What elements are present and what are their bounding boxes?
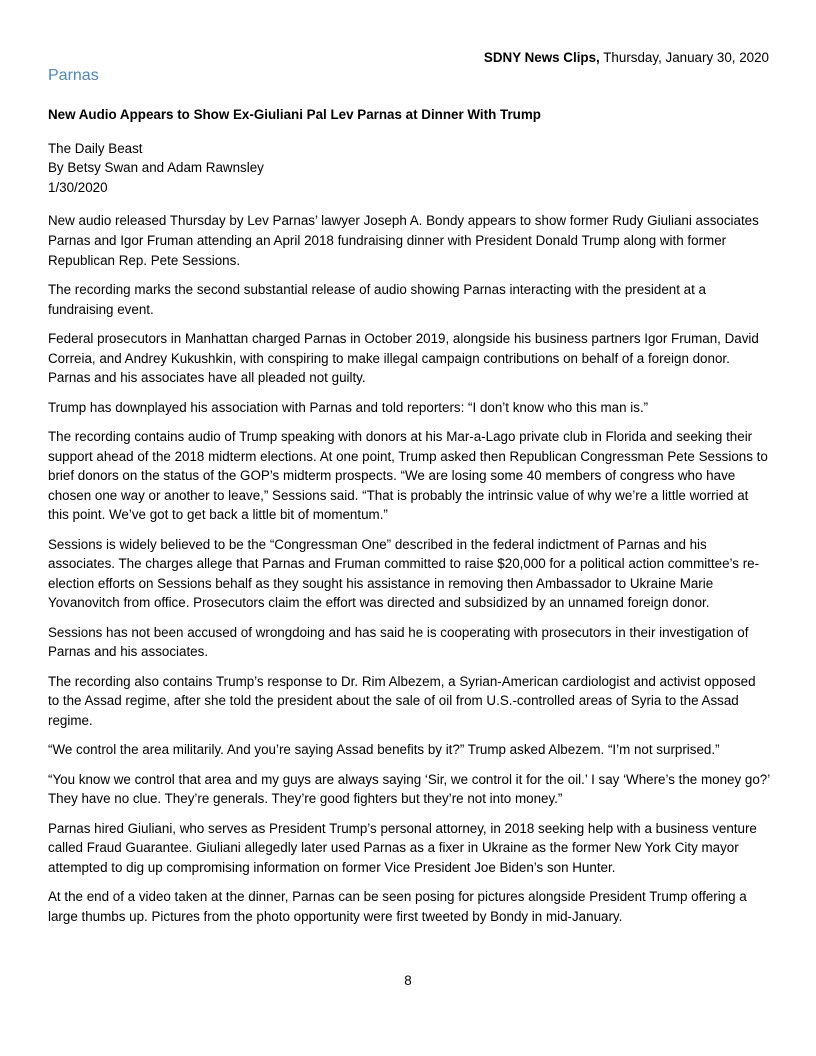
article-paragraph: New audio released Thursday by Lev Parnas’ lawyer Joseph A. Bondy appears to show former Rudy Giuliani associates Parnas and Igor Fruman attending an April 2018 fundraising dinner with President Donald Trump along with former Republican Rep. Pete Sessions. <box>48 213 759 268</box>
article-paragraph: Sessions has not been accused of wrongdoing and has said he is cooperating with prosecutors in their investigation of Parnas and his associates. <box>48 624 749 660</box>
page-number: 8 <box>404 973 412 988</box>
article-paragraph: “We control the area militarily. And you’re saying Assad benefits by it?” Trump asked Albezem. “I’m not surprised.” <box>48 742 720 758</box>
header-date: Thursday, January 30, 2020 <box>599 50 769 65</box>
article-paragraph: The recording also contains Trump’s response to Dr. Rim Albezem, a Syrian-American cardiologist and activist opposed to the Assad regime, after she told the president about the sale of oil from U.S.-controlled areas of Syria to the Assad regime. <box>48 673 756 729</box>
article-paragraph: Sessions is widely believed to be the “Congressman One” described in the federal indictment of Parnas and his associates. The charges allege that Parnas and Fruman committed to raise $20,000 for a political action committee’s re-election efforts on Sessions behalf as they sought his assistance in removing then Ambassador to Ukraine Marie Yovanovitch from office. Prosecutors claim the effort was directed and subsidized by an unnamed foreign donor. <box>48 536 760 611</box>
article-paragraph: At the end of a video taken at the dinner, Parnas can be seen posing for pictures alongside President Trump offering a large thumbs up. Pictures from the photo opportunity were first tweeted by Bondy in mid-January. <box>48 889 747 924</box>
article-paragraph: Trump has downplayed his association with Parnas and told reporters: “I don’t know who this man is.” <box>48 399 649 415</box>
header-publication: SDNY News Clips, <box>483 50 600 65</box>
article-paragraph: Federal prosecutors in Manhattan charged Parnas in October 2019, alongside his business partners Igor Fruman, David Correia, and Andrey Kukushkin, with conspiring to make illegal campaign contributions on behalf of a foreign donor. Parnas and his associates have all pleaded not guilty. <box>48 330 759 386</box>
article-paragraph: The recording contains audio of Trump speaking with donors at his Mar-a-Lago private club in Florida and seeking their support ahead of the 2018 midterm elections. At one point, Trump asked then Republican Congressman Pete Sessions to brief donors on the status of the GOP’s midterm prospects. “We are losing some 40 members of congress who have chosen one way or another to leave,” Sessions said. “That is probably the intrinsic value of why we’re a little worried at this point. We’ve got to get back a little bit of momentum.” <box>48 428 768 523</box>
article-meta <box>48 139 770 198</box>
article-byline: By Betsy Swan and Adam Rawnsley <box>48 160 264 176</box>
article-paragraph: The recording marks the second substantial release of audio showing Parnas interacting with the president at a fundraising event. <box>48 281 707 317</box>
article-date: 1/30/2020 <box>48 179 108 195</box>
article-paragraph: Parnas hired Giuliani, who serves as President Trump’s personal attorney, in 2018 seeking help with a business venture called Fraud Guarantee. Giuliani allegedly later used Parnas as a fixer in Ukraine as the former New York City mayor attempted to dig up compromising information on former Vice President Joe Biden’s son Hunter. <box>48 820 757 875</box>
article-source: The Daily Beast <box>48 140 143 156</box>
article-title: New Audio Appears to Show Ex-Giuliani Pal Lev Parnas at Dinner With Trump <box>48 107 541 122</box>
article-paragraph: “You know we control that area and my guys are always saying ‘Sir, we control it for the oil.’ I say ‘Where’s the money go?’ They have no clue. They’re generals. They’re good fighters but they’re not into money.” <box>48 771 770 807</box>
running-header <box>484 49 769 66</box>
section-heading: Parnas <box>48 67 99 84</box>
article <box>48 105 770 936</box>
